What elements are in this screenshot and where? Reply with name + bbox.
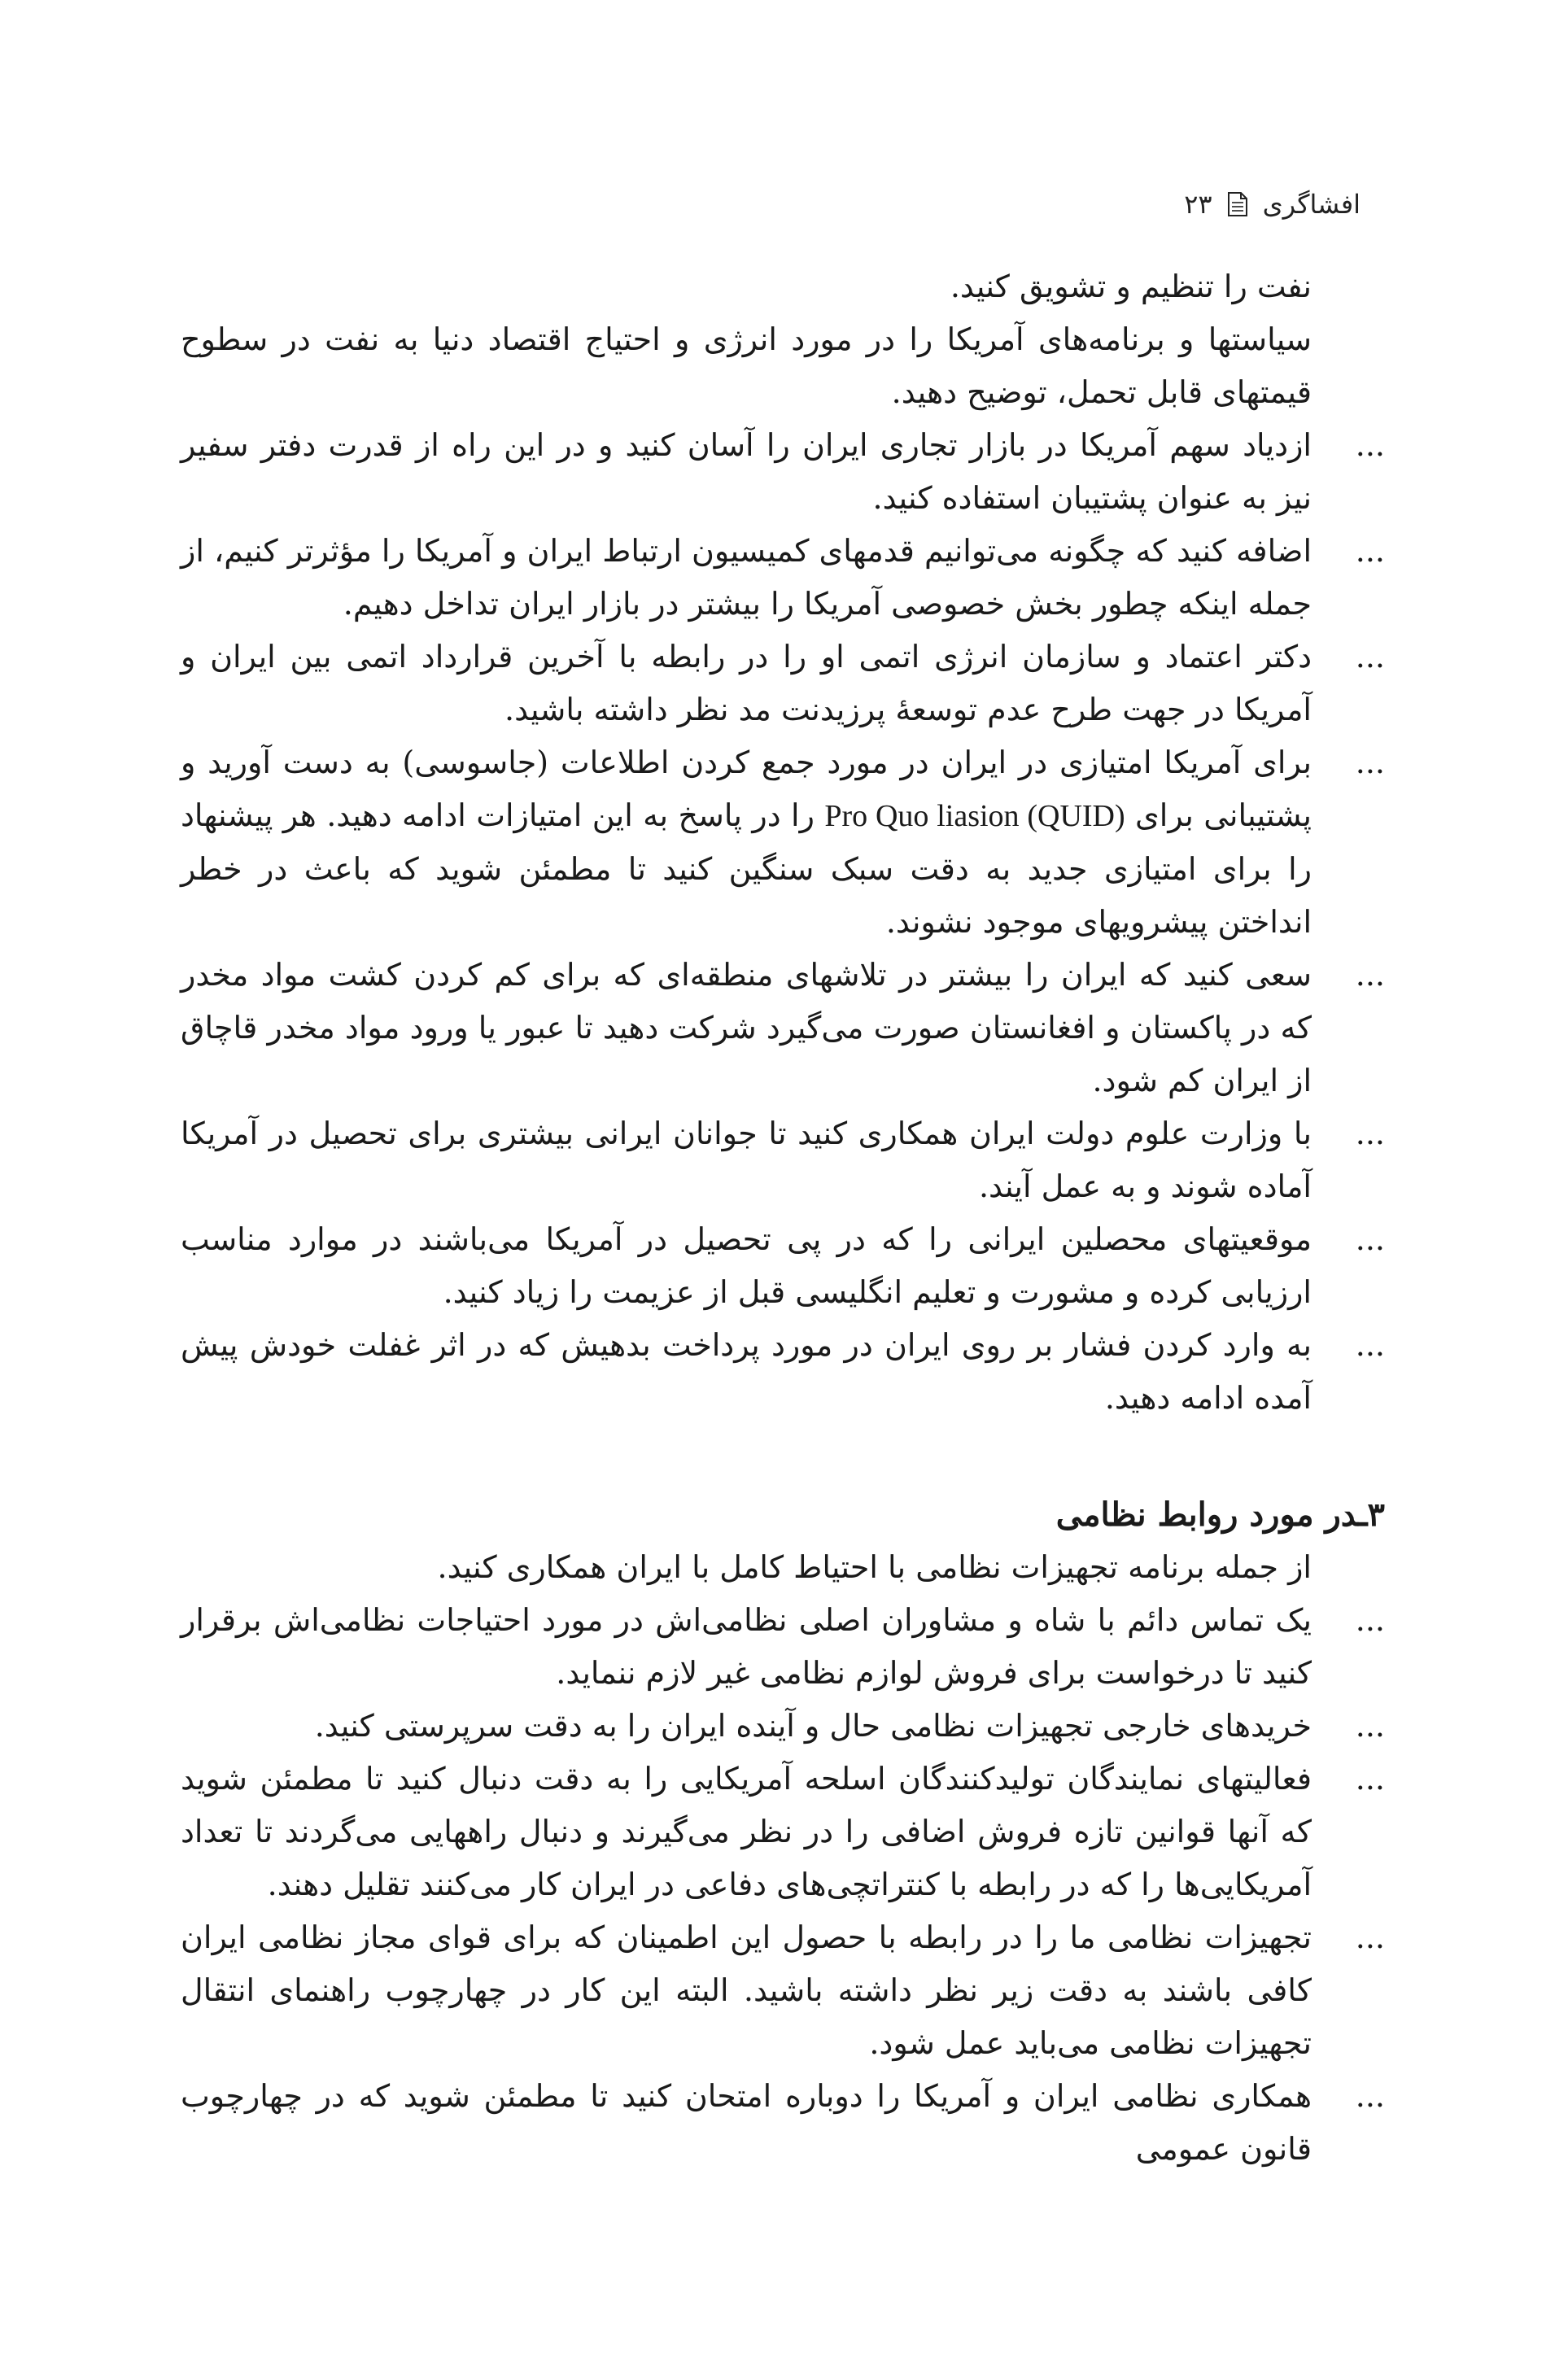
bullet-marker: ... — [1355, 1116, 1385, 1151]
list-item — [181, 1213, 1385, 1319]
list-item — [181, 419, 1385, 525]
document-icon — [1227, 191, 1248, 217]
bullet-marker: ... — [1355, 1602, 1385, 1638]
bullet-marker: ... — [1355, 2078, 1385, 2114]
section-number: ۳ـ — [1357, 1496, 1385, 1534]
list-item-text: با وزارت علوم دولت ایران همکاری کنید تا جوانان ایرانی بیشتری برای تحصیل در آمریکا آماده شوند و به عمل آیند. — [181, 1116, 1312, 1204]
list-item-text: فعالیتهای نمایندگان تولیدکنندگان اسلحه آمریکایی را به دقت دنبال کنید تا مطمئن شوید که آنها قوانین تازه فروش اضافی را در نظر می‌گیرند و دنبال راههایی می‌گردند تا تعداد آمریکایی‌ها را که در رابطه با کنتراتچی‌های دفاعی در ایران کار می‌کنند تقلیل دهند. — [181, 1761, 1312, 1902]
list-item — [181, 631, 1385, 736]
list-item — [181, 1107, 1385, 1213]
paragraph-intro-2: سیاستها و برنامه‌های آمریکا را در مورد انرژی و احتیاج اقتصاد دنیا به نفت در سطوح قیمتهای قابل تحمل، توضیح دهید. — [181, 321, 1312, 410]
bullet-marker: ... — [1355, 1221, 1385, 1257]
list-item — [181, 525, 1385, 631]
bullet-marker: ... — [1355, 427, 1385, 463]
list-item-text: تجهیزات نظامی ما را در رابطه با حصول این اطمینان که برای قوای مجاز نظامی ایران کافی باشند به دقت زیر نظر داشته باشید. البته این کار در چهارچوب راهنمای انتقال تجهیزات نظامی می‌باید عمل شود. — [181, 1919, 1312, 2061]
bullet-marker: ... — [1355, 533, 1385, 569]
bullet-marker: ... — [1355, 1919, 1385, 1955]
section-intro: از جمله برنامه تجهیزات نظامی با احتیاط کامل با ایران همکاری کنید. — [437, 1549, 1312, 1585]
bullet-marker: ... — [1355, 1761, 1385, 1797]
list-item-text: سعی کنید که ایران را بیشتر در تلاشهای منطقه‌ای که برای کم کردن کشت مواد مخدر که در پاکستان و افغانستان صورت می‌گیرد شرکت دهید تا عبور یا ورود مواد مخدر قاچاق از ایران کم شود. — [181, 957, 1312, 1098]
list-item-text: خریدهای خارجی تجهیزات نظامی حال و آینده ایران را به دقت سرپرستی کنید. — [314, 1708, 1312, 1744]
list-item-text: دکتر اعتماد و سازمان انرژی اتمی او را در رابطه با آخرین قرارداد اتمی بین ایران و آمریکا در جهت طرح عدم توسعهٔ پرزیدنت مد نظر داشته باشید. — [181, 639, 1312, 727]
list-item-text: به وارد کردن فشار بر روی ایران در مورد پرداخت بدهیش که در اثر غفلت خودش پیش آمده ادامه دهید. — [181, 1327, 1312, 1416]
bullet-marker: ... — [1355, 957, 1385, 993]
bullet-marker: ... — [1355, 1708, 1385, 1744]
list-item — [181, 1700, 1385, 1753]
list-item-text: ازدیاد سهم آمریکا در بازار تجاری ایران را آسان کنید و در این راه از قدرت دفتر سفیر نیز به عنوان پشتیبان استفاده کنید. — [181, 427, 1312, 516]
list-item — [181, 1319, 1385, 1425]
latin-term: Pro Quo liasion (QUID) — [824, 799, 1125, 833]
list-item — [181, 1594, 1385, 1700]
list-item — [181, 949, 1385, 1107]
list-item-text: موقعیتهای محصلین ایرانی را که در پی تحصیل در آمریکا می‌باشند در موارد مناسب ارزیابی کرده و مشورت و تعلیم انگلیسی قبل از عزیمت را زیاد کنید. — [181, 1221, 1312, 1310]
list-item — [181, 1753, 1385, 1911]
list-item-text: همکاری نظامی ایران و آمریکا را دوباره امتحان کنید تا مطمئن شوید که در چهارچوب قانون عمومی — [181, 2078, 1312, 2167]
running-title: افشاگری — [1262, 189, 1361, 220]
paragraph-intro-1: نفت را تنظیم و تشویق کنید. — [950, 269, 1312, 304]
list-item — [181, 1911, 1385, 2070]
section-title: در مورد روابط نظامی — [1055, 1496, 1358, 1534]
section-heading — [181, 1488, 1385, 1541]
page-number: ۲۳ — [1184, 189, 1212, 220]
list-item-text: اضافه کنید که چگونه می‌توانیم قدمهای کمیسیون ارتباط ایران و آمریکا را مؤثرتر کنیم، از جمله اینکه چطور بخش خصوصی آمریکا را بیشتر در بازار ایران تداخل دهیم. — [181, 533, 1312, 622]
page-body — [181, 260, 1385, 2176]
list-item-quid — [181, 736, 1385, 949]
bullet-marker: ... — [1355, 1327, 1385, 1363]
list-item-text: یک تماس دائم با شاه و مشاوران اصلی نظامی‌اش در مورد احتیاجات نظامی‌اش برقرار کنید تا درخواست برای فروش لوازم نظامی غیر لازم ننماید. — [181, 1602, 1312, 1691]
list-item-text: را در پاسخ به این امتیازات ادامه دهید. هر پیشنهاد را برای امتیازی جدید به دقت سبک سنگین کنید تا مطمئن شوید که باعث در خطر انداختن پیشرویهای موجود نشوند. — [181, 797, 1312, 940]
running-header — [1184, 189, 1361, 220]
bullet-marker: ... — [1355, 744, 1385, 780]
list-item-text: برای آمریکا امتیازی در ایران در مورد جمع کردن اطلاعات (جاسوسی) به دست آورید و پشتیبانی برای — [181, 744, 1312, 833]
bullet-marker: ... — [1355, 639, 1385, 675]
list-item — [181, 2070, 1385, 2176]
